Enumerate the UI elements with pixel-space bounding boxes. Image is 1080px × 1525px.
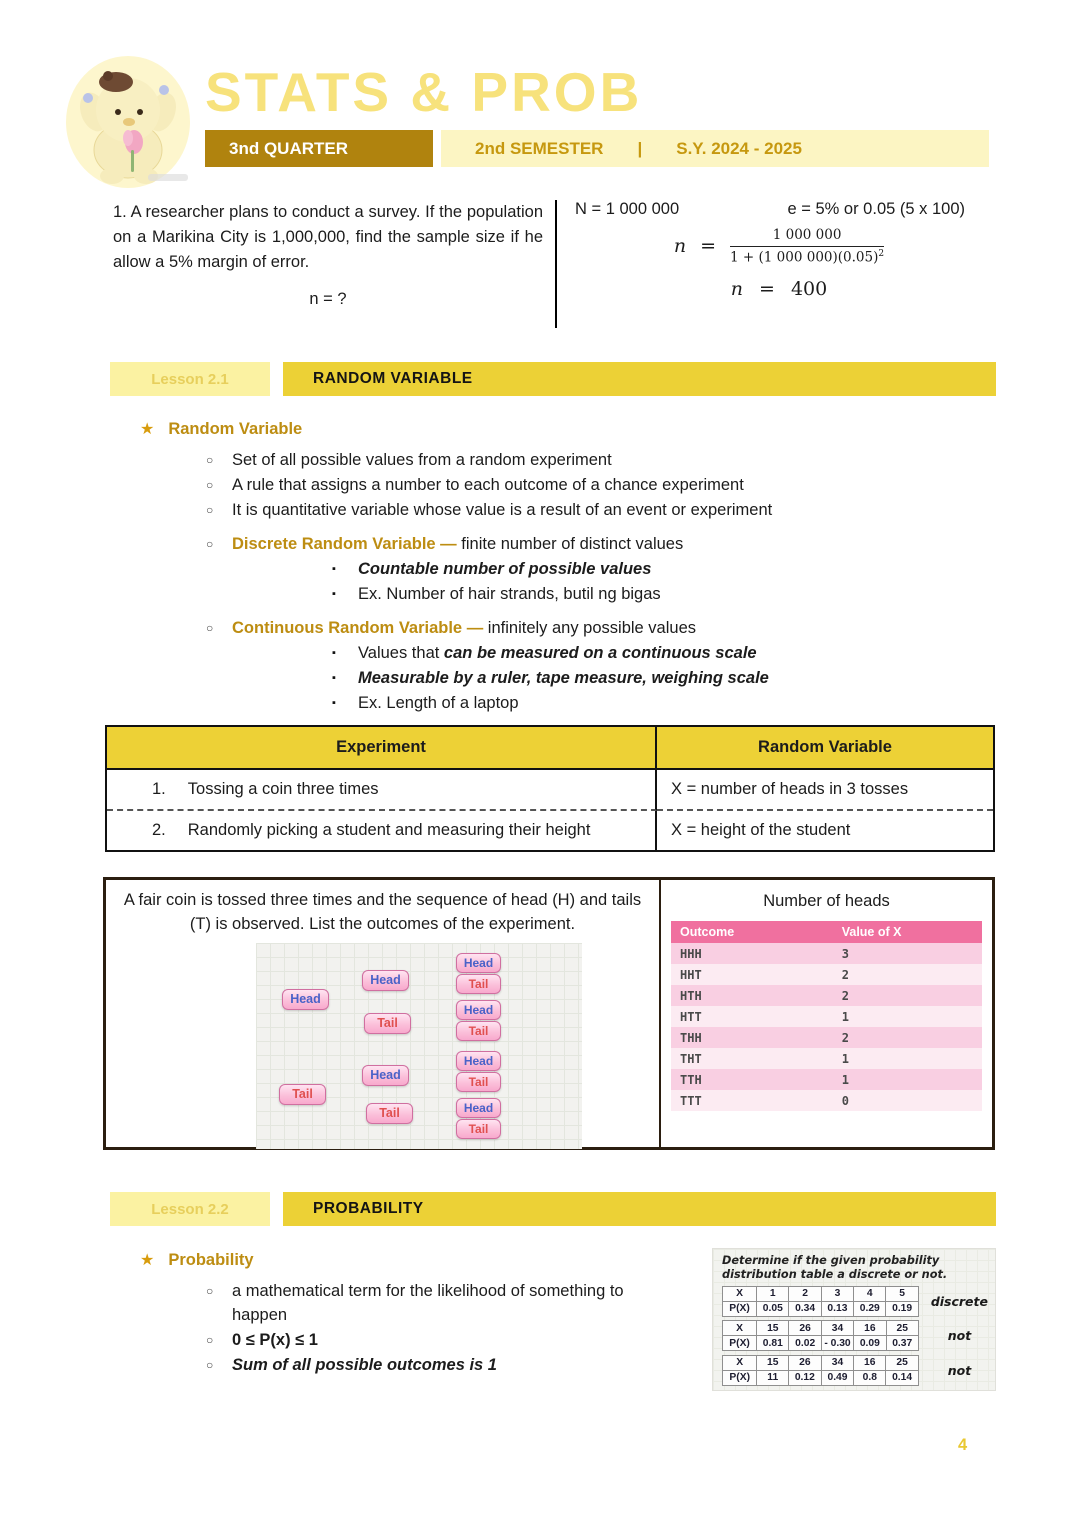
- cell: 0.02: [789, 1336, 821, 1351]
- bullet-text: 0 ≤ P(x) ≤ 1: [232, 1331, 318, 1349]
- value-cell: 1: [841, 1072, 849, 1087]
- outcome-cell: HTT: [680, 1009, 702, 1024]
- table-row: [107, 811, 993, 850]
- cell: 15: [757, 1321, 789, 1336]
- circle-bullet-icon: ○: [206, 503, 214, 517]
- continuous-term: Continuous Random Variable —: [232, 619, 484, 637]
- continuous-term-row: [202, 616, 985, 640]
- bullet-text: Set of all possible values from a random experiment: [232, 451, 612, 469]
- star-icon: ★: [140, 421, 155, 438]
- tree-node: Tail: [364, 1013, 411, 1034]
- value-column-header: Value of X: [841, 925, 902, 939]
- cell: 34: [821, 1355, 854, 1370]
- cell: 0.13: [821, 1301, 853, 1316]
- circle-bullet-icon: ○: [206, 621, 214, 635]
- table-row: [671, 985, 982, 1006]
- cell: 25: [886, 1321, 918, 1336]
- square-bullet-icon: ▪: [332, 563, 336, 575]
- sub-bullet-text: Countable number of possible values: [358, 560, 652, 578]
- experiment-table: [105, 725, 995, 852]
- tree-node: Head: [456, 1000, 501, 1020]
- school-year-label: S.Y. 2024 - 2025: [676, 138, 802, 158]
- cell: 2: [789, 1286, 821, 1301]
- continuous-group: [140, 616, 985, 715]
- experiment-table-header: [107, 727, 993, 770]
- random-variable-heading: [140, 419, 985, 439]
- list-item: [202, 448, 985, 472]
- semester-label: 2nd SEMESTER: [475, 138, 604, 158]
- tree-node: Head: [456, 953, 501, 973]
- problem-1: [113, 200, 983, 328]
- table-row: [671, 943, 982, 964]
- square-bullet-icon: ▪: [332, 672, 336, 684]
- quarter-badge: 3nd QUARTER: [205, 130, 433, 167]
- outcome-cell: THH: [680, 1030, 702, 1045]
- page-number: 4: [958, 1436, 968, 1454]
- cell: 25: [886, 1355, 919, 1370]
- cell: 26: [789, 1355, 822, 1370]
- square-bullet-icon: ▪: [332, 588, 336, 600]
- cell: 0.81: [757, 1336, 789, 1351]
- formula-fraction: [730, 227, 884, 266]
- result-value: 400: [790, 277, 828, 300]
- cell: 0.09: [854, 1336, 886, 1351]
- distribution-table-2: [722, 1320, 919, 1351]
- result-equals: =: [759, 277, 775, 300]
- discrete-term-text: [232, 532, 683, 556]
- discrete-sub-bullets: [202, 557, 985, 606]
- rv-bullets: [140, 448, 985, 522]
- value-cell: 2: [841, 988, 849, 1003]
- cell: - 0.30: [821, 1336, 853, 1351]
- list-item: [330, 691, 985, 715]
- cell: X: [723, 1355, 757, 1370]
- smudge-mark: [148, 174, 188, 181]
- random-variable-section: [140, 419, 985, 716]
- discrete-term-row: [202, 532, 985, 556]
- result-variable: n: [730, 277, 744, 300]
- tree-node: Head: [456, 1051, 501, 1071]
- lesson-2-1-label: Lesson 2.1: [110, 362, 270, 396]
- givens-row: [575, 200, 983, 219]
- distribution-answer: discrete: [930, 1293, 988, 1309]
- heading-text: Random Variable: [168, 420, 303, 438]
- distribution-row: [722, 1286, 988, 1317]
- lesson-2-1-banner: [110, 362, 996, 396]
- row-number: 2.: [152, 821, 166, 839]
- list-item: [330, 557, 985, 581]
- column-header-random-variable: Random Variable: [758, 738, 892, 756]
- tree-diagram: [256, 943, 582, 1149]
- outcome-cell: HTH: [680, 988, 702, 1003]
- given-error: e = 5% or 0.05 (5 x 100): [787, 200, 965, 218]
- table-row: [671, 964, 982, 985]
- tree-node: Head: [362, 1065, 409, 1086]
- value-cell: 2: [841, 1030, 849, 1045]
- probability-heading: [140, 1250, 700, 1270]
- circle-bullet-icon: ○: [206, 478, 214, 492]
- discrete-group: [140, 532, 985, 606]
- table-row: [671, 1090, 982, 1111]
- lesson-2-2-banner: [110, 1192, 996, 1226]
- continuous-sub-bullets: [202, 641, 985, 715]
- cell: 34: [821, 1321, 853, 1336]
- probability-section: [140, 1250, 700, 1378]
- tree-node: Tail: [366, 1103, 413, 1124]
- circle-bullet-icon: ○: [206, 1333, 214, 1347]
- header-badge-row: [205, 130, 989, 167]
- cell: 0.49: [821, 1370, 854, 1385]
- list-item: [330, 666, 985, 690]
- value-cell: 0: [841, 1093, 849, 1108]
- bullet-text: Sum of all possible outcomes is 1: [232, 1356, 497, 1374]
- coin-example-right: [661, 880, 992, 1147]
- tree-node: Head: [456, 1098, 501, 1118]
- variable-cell: X = number of heads in 3 tosses: [657, 770, 993, 811]
- formula-row: [575, 227, 983, 266]
- list-item: [202, 498, 985, 522]
- lesson-2-1-title: RANDOM VARIABLE: [283, 362, 996, 396]
- circle-bullet-icon: ○: [206, 1284, 214, 1298]
- tree-node: Head: [282, 989, 329, 1010]
- continuous-definition: infinitely any possible values: [487, 619, 696, 637]
- fraction-numerator: 1 000 000: [730, 227, 884, 247]
- cell: 1: [757, 1286, 789, 1301]
- distribution-answer: not: [947, 1328, 972, 1344]
- coin-prompt: A fair coin is tossed three times and the sequence of head (H) and tails (T) is observed. List the outcomes of the experiment.: [123, 891, 642, 933]
- circle-bullet-icon: ○: [206, 1358, 214, 1372]
- cell: X: [723, 1286, 757, 1301]
- table-row: [671, 1006, 982, 1027]
- distribution-row: [722, 1320, 988, 1351]
- cell: 26: [789, 1321, 821, 1336]
- tree-node: Tail: [456, 1072, 501, 1092]
- circle-bullet-icon: ○: [206, 453, 214, 467]
- outcome-cell: TTT: [680, 1093, 702, 1108]
- tree-node: Tail: [279, 1084, 326, 1105]
- cell: 0.14: [886, 1370, 919, 1385]
- experiment-cell: [107, 811, 657, 850]
- distribution-table-1: [722, 1286, 919, 1317]
- cell: 11: [757, 1370, 789, 1385]
- table-row: [671, 1027, 982, 1048]
- lesson-2-2-title: PROBABILITY: [283, 1192, 996, 1226]
- fraction-denominator: [730, 247, 884, 266]
- list-item: [330, 582, 985, 606]
- experiment-text: Randomly picking a student and measuring their height: [187, 821, 591, 839]
- formula-variable: n: [673, 235, 687, 258]
- result-row: [575, 278, 983, 300]
- list-item: [330, 641, 985, 665]
- table-row: [671, 1069, 982, 1090]
- circle-bullet-icon: ○: [206, 537, 214, 551]
- cell: 16: [854, 1321, 886, 1336]
- tree-node: Tail: [456, 1021, 501, 1041]
- problem-solution: [557, 200, 983, 328]
- value-cell: 1: [841, 1009, 849, 1024]
- coin-example-box: [103, 877, 995, 1150]
- distribution-table-3: [722, 1355, 919, 1386]
- denominator-exponent: 2: [878, 249, 885, 259]
- formula-equals: =: [700, 235, 717, 258]
- outcomes-table: [671, 921, 982, 1111]
- cell: 3: [821, 1286, 853, 1301]
- problem-question: n = ?: [309, 290, 347, 309]
- problem-statement: [113, 200, 555, 328]
- cell: P(X): [723, 1370, 757, 1385]
- outcome-cell: THT: [680, 1051, 702, 1066]
- outcome-cell: TTH: [680, 1072, 702, 1087]
- list-item: [202, 1353, 700, 1377]
- sub-bullet-text: Measurable by a ruler, tape measure, weighing scale: [358, 669, 769, 687]
- cell: 0.12: [789, 1370, 822, 1385]
- cell: 0.8: [854, 1370, 886, 1385]
- list-item: [202, 1328, 700, 1352]
- outcome-column-header: Outcome: [680, 925, 735, 939]
- distribution-row: [722, 1355, 988, 1386]
- value-cell: 3: [841, 946, 849, 961]
- distribution-answer: not: [947, 1362, 972, 1378]
- tree-node: Head: [362, 970, 409, 991]
- outcome-cell: HHH: [680, 946, 702, 961]
- variable-cell: X = height of the student: [671, 821, 851, 839]
- given-population: N = 1 000 000: [575, 200, 680, 218]
- coin-example-left: [106, 880, 661, 1147]
- star-icon: ★: [140, 1252, 155, 1269]
- page-title: STATS & PROB: [205, 61, 643, 123]
- value-cell: 1: [841, 1051, 849, 1066]
- cell: P(X): [723, 1301, 757, 1316]
- denominator-text: 1 + (1 000 000)(0.05): [730, 249, 879, 266]
- sub-bullet-text: [358, 641, 757, 665]
- discrete-definition: finite number of distinct values: [461, 535, 684, 553]
- tree-node: Tail: [456, 974, 501, 994]
- sub-bullet-text: Ex. Length of a laptop: [358, 694, 519, 712]
- bullet-text: a mathematical term for the likelihood of something to happen: [232, 1282, 624, 1324]
- discrete-term: Discrete Random Variable —: [232, 535, 457, 553]
- cell: 0.19: [886, 1301, 918, 1316]
- row-number: 1.: [152, 780, 166, 798]
- bullet-text: It is quantitative variable whose value is a result of an event or experiment: [232, 501, 773, 519]
- table-row: [671, 1048, 982, 1069]
- distribution-title: Determine if the given probability distribution table a discrete or not.: [722, 1254, 948, 1282]
- distribution-panel: [712, 1248, 996, 1391]
- list-item: [202, 1279, 700, 1327]
- outcome-cell: HHT: [680, 967, 702, 982]
- cell: 0.29: [854, 1301, 886, 1316]
- list-item: [202, 473, 985, 497]
- cell: 0.05: [757, 1301, 789, 1316]
- cell: 15: [757, 1355, 789, 1370]
- outcomes-table-header: [671, 921, 982, 943]
- separator-bar: |: [637, 138, 643, 158]
- cell: X: [723, 1321, 757, 1336]
- cell: 0.34: [789, 1301, 821, 1316]
- heading-text: Probability: [168, 1251, 254, 1269]
- cell: 0.37: [886, 1336, 918, 1351]
- cell: 5: [886, 1286, 918, 1301]
- mascot-image: [64, 50, 192, 190]
- sub-bold: can be measured on a continuous scale: [443, 644, 757, 662]
- column-header-experiment: Experiment: [107, 727, 657, 768]
- experiment-cell: [107, 770, 657, 811]
- tree-node: Tail: [456, 1119, 501, 1139]
- square-bullet-icon: ▪: [332, 647, 336, 659]
- bullet-text: A rule that assigns a number to each outcome of a chance experiment: [232, 476, 744, 494]
- cell: 4: [854, 1286, 886, 1301]
- sub-bullet-text: Ex. Number of hair strands, butil ng bigas: [358, 585, 661, 603]
- problem-text: 1. A researcher plans to conduct a survey. If the population on a Marikina City is 1,000,000, find the sample size if he allow a 5% margin of error.: [113, 203, 543, 271]
- experiment-text: Tossing a coin three times: [187, 780, 379, 798]
- value-cell: 2: [841, 967, 849, 982]
- cell: 16: [854, 1355, 886, 1370]
- continuous-term-text: [232, 616, 696, 640]
- cell: P(X): [723, 1336, 757, 1351]
- probability-bullets: [140, 1279, 700, 1377]
- outcomes-table-title: Number of heads: [763, 892, 890, 910]
- square-bullet-icon: ▪: [332, 697, 336, 709]
- sub-prefix: Values that: [358, 644, 444, 662]
- semester-strip: [441, 130, 989, 167]
- lesson-2-2-label: Lesson 2.2: [110, 1192, 270, 1226]
- table-row: [107, 770, 993, 811]
